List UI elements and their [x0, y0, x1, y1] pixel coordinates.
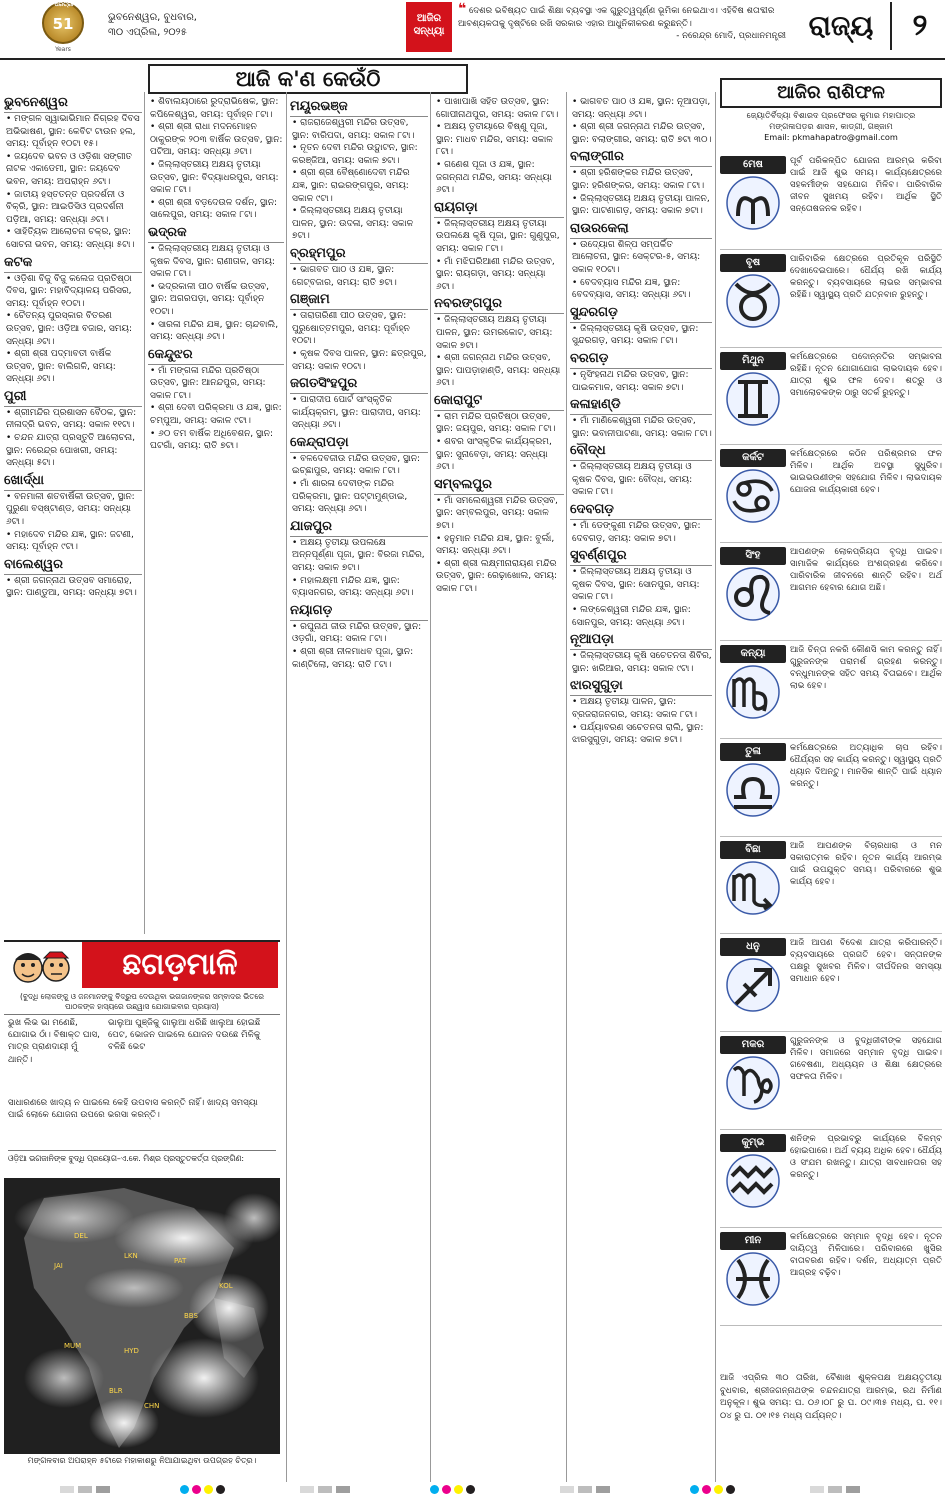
cartoon-caption: ସାଧାରଣରେ ଖାଦ୍ୟ ନ ପାଇଲେ କେହି ଉପବାସ କରନ୍ତି ନାହିଁ। ଖାଦ୍ୟ ସମସ୍ୟା ପାଇଁ ଲୋକେ ଯୋଜନା ଉପରେ ଭରସା କରନ୍ତି।: [8, 1098, 258, 1121]
horoscope-author: [720, 110, 942, 143]
column-divider: [286, 92, 287, 1482]
city-heading: ସୁନ୍ଦରଗଡ଼: [570, 304, 712, 323]
satellite-city-label: BBS: [184, 1312, 198, 1320]
anniversary-number: 51: [52, 15, 74, 33]
event-item: • ଭାଗବତ ପାଠ ଓ ଯଜ୍ଞ, ସ୍ଥାନ: ଗେଟ୍ବଜାର, ସମୟ: ରାତି ୭ଟା।: [290, 264, 428, 289]
event-item: • ମାଁ ଡେଙ୍କୁଣୀ ମନ୍ଦିର ଉତ୍ସବ, ସ୍ଥାନ: ଦେବଗଡ଼, ସମୟ: ସକାଳ ୭ଟା।: [570, 520, 712, 545]
event-item: • ନୃସିଂହନାଥ ମନ୍ଦିର ଉତ୍ସବ, ସ୍ଥାନ: ପାଇକମାଳ, ସମୟ: ସକାଳ ୭ଟା।: [570, 369, 712, 394]
event-item: • ବନମାଳୀ ଶତବାର୍ଷିକୀ ଉତ୍ସବ, ସ୍ଥାନ: ପୁରୁଣା ବସ୍ଷ୍ଟାଣ୍ଡ, ସମୟ: ସନ୍ଧ୍ୟା ୬ଟା।: [4, 491, 142, 529]
event-item: • ଚନ୍ଦନ ଯାତ୍ରା ପ୍ରସ୍ତୁତି ଆଲୋଚନା, ସ୍ଥାନ: ନରେନ୍ଦ୍ର ପୋଖରୀ, ସମୟ: ସନ୍ଧ୍ୟା ୫ଟା।: [4, 432, 142, 470]
event-item: • ଭଦ୍ରକାଳୀ ପୀଠ ବାର୍ଷିକ ଉତ୍ସବ, ସ୍ଥାନ: ଅଗରପଡ଼ା, ସମୟ: ପୂର୍ବାହ୍ନ ୧୦ଟା।: [148, 281, 284, 319]
sign-forecast: ଆପଣଙ୍କ ଲୋକପ୍ରିୟତା ବୃଦ୍ଧି ପାଇବ। ସାମାଜିକ କାର୍ଯ୍ୟରେ ଅଂଶଗ୍ରହଣ କରିବେ। ପାରିବାରିକ ଜୀବନରେ ଶାନ୍ତି ରହିବ। ଅର୍ଥ ଆଗମନ ହେବାର ଯୋଗ ଅଛି।: [790, 547, 942, 594]
event-item: • ଶ୍ରୀ ଜଗନ୍ନାଥ ମନ୍ଦିର ଉତ୍ସବ, ସ୍ଥାନ: ପାପଡ଼ାହାଣ୍ଡି, ସମୟ: ସନ୍ଧ୍ୟା ୬ଟା।: [434, 352, 564, 390]
city-heading: ସୁବର୍ଣ୍ଣପୁର: [570, 547, 712, 566]
registration-dot: [466, 1485, 475, 1494]
event-item: • ଶ୍ରୀମନ୍ଦିର ପ୍ରଶାସନ ବୈଠକ, ସ୍ଥାନ: ନୀଳାଦ୍ରି ଭବନ, ସମୟ: ସକାଳ ୧୧ଟା।: [4, 407, 142, 432]
city-heading: ଦେବଗଡ଼: [570, 501, 712, 520]
column-divider: [144, 92, 145, 934]
satellite-city-label: HYD: [124, 1347, 139, 1355]
satellite-city-label: BLR: [109, 1387, 123, 1395]
event-item: • ମହାଲକ୍ଷ୍ମୀ ମନ୍ଦିର ଯଜ୍ଞ, ସ୍ଥାନ: ବ୍ୟାସନଗର, ସମୟ: ସନ୍ଧ୍ୟା ୬ଟା।: [290, 575, 428, 600]
sign-name: କର୍କଟ: [720, 449, 786, 467]
virgo-icon: [726, 665, 780, 719]
city-heading: ବରଗଡ଼: [570, 350, 712, 369]
event-item: • ବେଦବ୍ୟାସ ମନ୍ଦିର ଯଜ୍ଞ, ସ୍ଥାନ: ବେଦବ୍ୟାସ, ସମୟ: ସନ୍ଧ୍ୟା ୬ଟା।: [570, 277, 712, 302]
event-item: • ସାହିତ୍ୟିକ ଆଲୋଚନା ଚକ୍ର, ସ୍ଥାନ: ସୋଚନା ଭବନ, ସମୟ: ସନ୍ଧ୍ୟା ୫ଟା।: [4, 226, 142, 251]
satellite-city-label: PAT: [174, 1257, 187, 1265]
quote-author: - ନରେନ୍ଦ୍ର ମୋଦି, ପ୍ରଧାନମନ୍ତ୍ରୀ: [676, 31, 786, 41]
event-item: • ନୂତନ ଦେବୀ ମନ୍ଦିର ଉଦ୍ଘାଟନ, ସ୍ଥାନ: କରଞ୍ଜିଆ, ସମୟ: ସକାଳ ୭ଟା।: [290, 142, 428, 167]
city-heading: ଭଦ୍ରକ: [148, 224, 284, 243]
satellite-city-label: DEL: [74, 1232, 88, 1240]
city-heading: କେନ୍ଦୁଝର: [148, 346, 284, 365]
city-heading: ବାଲେଶ୍ୱର: [4, 556, 142, 575]
sign-forecast: କର୍ମକ୍ଷେତ୍ରରେ ପଦୋନ୍ନତିର ସମ୍ଭାବନା ରହିଛି। ନୂତନ ଯୋଗାଯୋଗ ଲାଭଦାୟକ ହେବ। ଯାତ୍ରା ଶୁଭ ଫଳ ଦେବ। ଶତ୍ରୁ ଓ ସମାଲୋଚକଙ୍କ ଠାରୁ ସତର୍କ ରୁହନ୍ତୁ।: [790, 351, 942, 398]
satellite-map-graphic: [4, 1178, 280, 1454]
anniversary-logo: [34, 2, 92, 56]
event-item: • ଜିଲ୍ଲାସ୍ତରୀୟ ଅକ୍ଷୟ ତୃତୀୟା ଓ କୃଷକ ଦିବସ, ସ୍ଥାନ: ସୋନପୁର, ସମୟ: ସକାଳ ୮ଟା।: [570, 566, 712, 604]
sign-name: ଧନୁ: [720, 938, 786, 956]
event-item: • ବଳଦେବଜୀଉ ମନ୍ଦିର ଉତ୍ସବ, ସ୍ଥାନ: ଇଚ୍ଛାପୁର, ସମୟ: ସକାଳ ୮ଟା।: [290, 453, 428, 478]
sign-forecast: କର୍ମକ୍ଷେତ୍ରରେ ସମ୍ମାନ ବୃଦ୍ଧି ହେବ। ନୂତନ ଦାୟିତ୍ୱ ମିଳିପାରେ। ପରିବାରରେ ଖୁସିର ବାତାବରଣ ରହିବ। ଦର୍ଶନ, ଅଧ୍ୟାତ୍ମ ପ୍ରତି ଆଗ୍ରହ ବଢ଼ିବ।: [790, 1231, 942, 1278]
city-heading: କୋରାପୁଟ: [434, 392, 564, 411]
horoscope-footer: ଆଜି ଏପ୍ରିଲ ୩୦ ତାରିଖ, ବୈଶାଖ ଶୁକ୍ଳପକ୍ଷ ଅକ୍ଷୟତୃତୀୟା ବୁଧବାର, ଶ୍ରୀଜଗନ୍ନାଥଙ୍କ ଚନ୍ଦନଯାତ୍ରା ଆରମ୍ଭ, ରଥ ନିର୍ମାଣ ଅନୁକୂଳ। ଶୁଭ ସମୟ: ଘ. ୦୬।୦୮ ରୁ ଘ. ୦୯।୩୫ ମଧ୍ୟ, ଘ. ୧୧।୦୪ ରୁ ଘ. ୦୧।୧୫ ମଧ୍ୟ ପର୍ଯ୍ୟନ୍ତ।: [720, 1373, 942, 1421]
libra-icon: [726, 763, 780, 817]
page-number: ୨: [912, 8, 928, 43]
gray-swatch: [560, 1486, 574, 1493]
pisces-icon: [726, 1252, 780, 1306]
event-item: • ମାଁ ମଝିଘରିଆଣୀ ମନ୍ଦିର ଉତ୍ସବ, ସ୍ଥାନ: ରାୟଗଡ଼ା, ସମୟ: ସନ୍ଧ୍ୟା ୬ଟା।: [434, 256, 564, 294]
events-column-5: [570, 96, 712, 1481]
sign-name: ତୁଳା: [720, 743, 786, 761]
sign-forecast: ଆଜି ଚିନ୍ତା ନକରି କୌଣସି କାମ କରନ୍ତୁ ନାହିଁ। ଗୁରୁଜନଙ୍କ ପରାମର୍ଶ ଗ୍ରହଣ କରନ୍ତୁ। ବନ୍ଧୁମାନଙ୍କ ସହିତ ସମୟ ବିତାଇବେ। ଆର୍ଥିକ ଲାଭ ହେବ।: [790, 644, 942, 691]
print-color-bar: [0, 1482, 945, 1496]
event-item: • ଜୟଦେବ ଭବନ ଓ ଓଡ଼ିଶା ସଙ୍ଗୀତ ନାଟକ ଏକାଡେମୀ, ସ୍ଥାନ: ଜୟଦେବ ଭବନ, ସମୟ: ଅପରାହ୍ନ ୬ଟା।: [4, 151, 142, 189]
city-heading: ନବରଙ୍ଗପୁର: [434, 295, 564, 314]
sign-forecast: ଆଜି ଆପଣଙ୍କ ବିଚାରଧାରା ଓ ମନ ସକାରାତ୍ମକ ରହିବ। ନୂତନ କାର୍ଯ୍ୟ ଆରମ୍ଭ ପାଇଁ ଉପଯୁକ୍ତ ସମୟ। ପରିବାରରେ ଶୁଭ କାର୍ଯ୍ୟ ହେବ।: [790, 840, 942, 887]
city-heading: ଝାରସୁଗୁଡ଼ା: [570, 677, 712, 696]
events-banner: ଆଜି କ'ଣ କେଉଁଠି: [148, 64, 468, 94]
event-item: • ଜିଲ୍ଲାସ୍ତରୀୟ ଅକ୍ଷୟ ତୃତୀୟା ପାଳନ, ସ୍ଥାନ: ଉଦଳା, ସମୟ: ସକାଳ ୭ଟା।: [290, 205, 428, 243]
horoscope-sign: [720, 641, 942, 739]
registration-dot: [690, 1485, 699, 1494]
dateline: [108, 10, 197, 40]
anniversary-word: ଧରିତ୍ରୀ: [54, 1, 74, 8]
sign-forecast: କର୍ମକ୍ଷେତ୍ରରେ ଅତ୍ୟାଧିକ ଚାପ ରହିବ। ଧୈର୍ଯ୍ୟର ସହ କାର୍ଯ୍ୟ କରନ୍ତୁ। ସ୍ୱାସ୍ଥ୍ୟ ପ୍ରତି ଧ୍ୟାନ ଦିଅନ୍ତୁ। ମାନସିକ ଶାନ୍ତି ପାଇଁ ଧ୍ୟାନ କରନ୍ତୁ।: [790, 742, 942, 789]
cartoon-characters-icon: [10, 946, 74, 988]
gray-swatch: [810, 1486, 824, 1493]
sign-forecast: ଆଜି ଆପଣ ବିଦେଶ ଯାତ୍ରା କରିପାରନ୍ତି। ବ୍ୟବସାୟରେ ପ୍ରଗତି ହେବ। ସନ୍ତାନଙ୍କ ପକ୍ଷରୁ ସୁଖବର ମିଳିବ। ଦୀର୍ଘଦିନର ସମସ୍ୟା ସମାଧାନ ହେବ।: [790, 938, 942, 985]
registration-dot: [180, 1485, 189, 1494]
event-item: • ଶବର ସାଂସ୍କୃତିକ କାର୍ଯ୍ୟକ୍ରମ, ସ୍ଥାନ: ସୁନାବେଡ଼ା, ସମୟ: ସନ୍ଧ୍ୟା ୬ଟା।: [434, 436, 564, 474]
sign-name: କୁମ୍ଭ: [720, 1134, 786, 1152]
event-item: • ଜିଲ୍ଲାସ୍ତରୀୟ କୃଷି ଉତ୍ସବ, ସ୍ଥାନ: ସୁନ୍ଦରଗଡ଼, ସମୟ: ସକାଳ ୮ଟା।: [570, 323, 712, 348]
city-heading: କେନ୍ଦ୍ରାପଡ଼ା: [290, 434, 428, 453]
event-item: • ଅକ୍ଷୟ ତୃତୀୟା ପାଳନ, ସ୍ଥାନ: ବ୍ରଜରାଜନଗର, ସମୟ: ସକାଳ ୮ଟା।: [570, 696, 712, 721]
event-item: • ତାରାତାରିଣୀ ପୀଠ ଉତ୍ସବ, ସ୍ଥାନ: ପୁରୁଷୋତ୍ତମପୁର, ସମୟ: ପୂର୍ବାହ୍ନ ୧୦ଟା।: [290, 310, 428, 348]
satellite-city-label: LKN: [124, 1252, 138, 1260]
horoscope-sign: [720, 543, 942, 641]
brand-line-1: ଆଜିର: [416, 13, 442, 24]
city-heading: ବୌଦ୍ଧ: [570, 442, 712, 461]
registration-dot: [702, 1485, 711, 1494]
event-item: • ଶ୍ରୀ ଶ୍ରୀ ରାଧା ମଦନମୋହନ ଠାକୁରଙ୍କ ୨୦୩ ବାର୍ଷିକ ଉତ୍ସବ, ସ୍ଥାନ: ପଟିଆ, ସମୟ: ସନ୍ଧ୍ୟା ୬ଟା।: [148, 121, 284, 159]
brand-line-2: ସନ୍ଧ୍ୟା: [413, 26, 445, 37]
event-item: • ଶ୍ରୀ ଦେବୀ ପରିକ୍ରମା ଓ ଯଜ୍ଞ, ସ୍ଥାନ: ଚମ୍ପୁଆ, ସମୟ: ସକାଳ ୯ଟା।: [148, 402, 284, 427]
horoscope-sign: [720, 934, 942, 1032]
sign-forecast: କର୍ମକ୍ଷେତ୍ରରେ କଠିନ ପରିଶ୍ରମର ଫଳ ମିଳିବ। ଆର୍ଥିକ ଅବସ୍ଥା ସୁଧୁରିବ। ଭାଇଭଉଣୀଙ୍କ ସହଯୋଗ ମିଳିବ। ଲାଭଦାୟକ ଯୋଜନା କାର୍ଯ୍ୟକାରୀ ହେବ।: [790, 449, 942, 496]
city-heading: ଭୁବନେଶ୍ୱର: [4, 94, 142, 113]
satellite-city-label: CHN: [144, 1402, 160, 1410]
sign-name: ମିଥୁନ: [720, 352, 786, 370]
sign-forecast: ପୂର୍ବ ପରିକଳ୍ପିତ ଯୋଜନା ଆରମ୍ଭ କରିବା ପାଇଁ ଆଜି ଶୁଭ ସମୟ। କାର୍ଯ୍ୟକ୍ଷେତ୍ରରେ ସହକର୍ମୀଙ୍କ ସହଯୋଗ ମିଳିବ। ପାରିବାରିକ ଜୀବନ ସୁଖମୟ ରହିବ। ଆର୍ଥିକ ସ୍ଥିତି ସନ୍ତୋଷଜନକ ରହିବ।: [790, 156, 942, 214]
city-heading: ସମ୍ବଲପୁର: [434, 476, 564, 495]
sign-forecast: ଶନିଙ୍କ ପ୍ରଭାବରୁ କାର୍ଯ୍ୟରେ ବିଳମ୍ବ ହୋଇପାରେ। ଅର୍ଥ ବ୍ୟୟ ଅଧିକ ହେବ। ଧୈର୍ଯ୍ୟ ଓ ସଂଯମ ରଖନ୍ତୁ। ଯାତ୍ରା ସାବଧାନତାର ସହ କରନ୍ତୁ।: [790, 1133, 942, 1180]
event-item: • ୬୦ ତମ ବାର୍ଷିକ ଅଧିବେଶନ, ସ୍ଥାନ: ଘଟଗାଁ, ସମୟ: ରାତି ୭ଟା।: [148, 428, 284, 453]
city-heading: ରାଉରକେଲା: [570, 220, 712, 239]
city-heading: ଗଞ୍ଜାମ: [290, 291, 428, 310]
event-item: • ରାମ ମନ୍ଦିର ପ୍ରତିଷ୍ଠା ଉତ୍ସବ, ସ୍ଥାନ: ଜୟପୁର, ସମୟ: ସକାଳ ୮ଟା।: [434, 411, 564, 436]
event-item: • ମାଁ ଶାରଳା ଦେବୀଙ୍କ ମନ୍ଦିର ପରିକ୍ରମା, ସ୍ଥାନ: ପଟ୍ଟାମୁଣ୍ଡାଇ, ସମୟ: ସନ୍ଧ୍ୟା ୬ଟା।: [290, 478, 428, 516]
event-item: • ଜିଲ୍ଲାସ୍ତରୀୟ କୃଷି ସଚେତନତା ଶିବିର, ସ୍ଥାନ: ଖରିଆର, ସମୟ: ସକାଳ ୯ଟା।: [570, 650, 712, 675]
gray-swatch: [78, 1486, 92, 1493]
gray-swatch: [60, 1486, 74, 1493]
event-item: • ଉଦ୍ୟୋଗ ଶିଳ୍ପ ସମ୍ପର୍କିତ ଆଲୋଚନା, ସ୍ଥାନ: ସେକ୍ଟର-୫, ସମୟ: ସକାଳ ୧୦ଟା।: [570, 239, 712, 277]
column-divider: [715, 92, 716, 1482]
event-item: • ଅକ୍ଷୟ ତୃତୀୟା ଉପଲକ୍ଷେ ଅନ୍ନପୂର୍ଣ୍ଣା ପୂଜା, ସ୍ଥାନ: ବିରଜା ମନ୍ଦିର, ସମୟ: ସକାଳ ୭ଟା।: [290, 537, 428, 575]
satellite-city-label: JAI: [54, 1262, 63, 1270]
satellite-city-label: MUM: [64, 1342, 82, 1350]
gemini-icon: [726, 372, 780, 426]
event-item: • ଜିଲ୍ଲାସ୍ତରୀୟ ଅକ୍ଷୟ ତୃତୀୟା ଉତ୍ସବ, ସ୍ଥାନ: ବିଦ୍ୟାଧରପୁର, ସମୟ: ସକାଳ ୮ଟା।: [148, 159, 284, 197]
quote-box: [458, 3, 786, 43]
gray-swatch: [828, 1486, 842, 1493]
event-item: • ଲଙ୍କେଶ୍ୱରୀ ମନ୍ଦିର ଯଜ୍ଞ, ସ୍ଥାନ: ସୋନପୁର, ସମୟ: ସନ୍ଧ୍ୟା ୬ଟା।: [570, 604, 712, 629]
aquarius-icon: [726, 1154, 780, 1208]
event-item: • ମାଁ ମଙ୍ଗଳା ମନ୍ଦିର ପ୍ରତିଷ୍ଠା ଉତ୍ସବ, ସ୍ଥାନ: ଆନନ୍ଦପୁର, ସମୟ: ସକାଳ ୮ଟା।: [148, 365, 284, 403]
horoscope-sign: [720, 445, 942, 543]
event-item: • ଶିବାଲୟଠାରେ ରୁଦ୍ରାଭିଷେକ, ସ୍ଥାନ: କପିଳେଶ୍ୱର, ସମୟ: ପୂର୍ବାହ୍ନ ୮ଟା।: [148, 96, 284, 121]
gray-swatch: [96, 1486, 110, 1493]
cartoon-header: [4, 942, 280, 990]
cancer-icon: [726, 469, 780, 523]
event-item: • ଚୈତନ୍ୟ ପୁରସ୍କାର ବିତରଣ ଉତ୍ସବ, ସ୍ଥାନ: ଓଡ଼ିଆ ବଜାର, ସମୟ: ସନ୍ଧ୍ୟା ୬ଟା।: [4, 310, 142, 348]
event-item: • ଜିଲ୍ଲାସ୍ତରୀୟ ଅକ୍ଷୟ ତୃତୀୟା ଉପଲକ୍ଷେ କୃଷି ପୂଜା, ସ୍ଥାନ: ଗୁଣୁପୁର, ସମୟ: ସକାଳ ୮ଟା।: [434, 218, 564, 256]
aries-icon: [726, 176, 780, 230]
gray-swatch: [578, 1486, 592, 1493]
event-item: • ମଙ୍ଗଳ ସ୍ୱାଭାଭିମାନ ନିଗ୍ରହ ଦିବସ ଅଭିଭାଷଣ, ସ୍ଥାନ: କେବିଟ ଟାଉନ ହଲ, ସମୟ: ପୂର୍ବାହ୍ନ ୧୦ଟା ୧୫।: [4, 113, 142, 151]
event-item: • ଶ୍ରୀ ଶ୍ରୀ ବଡ଼ଦେଉଳ ଦର୍ଶନ, ସ୍ଥାନ: ସାଲେପୁର, ସମୟ: ସକାଳ ୮ଟା।: [148, 197, 284, 222]
horoscope-sign: [720, 837, 942, 935]
registration-dot: [454, 1485, 463, 1494]
event-item: • ମହାଦେବ ମନ୍ଦିର ଯଜ୍ଞ, ସ୍ଥାନ: ଜଟଣୀ, ସମୟ: ପୂର୍ବାହ୍ନ ୯ଟା।: [4, 529, 142, 554]
section-title: ରାଜ୍ୟ: [792, 2, 892, 50]
city-heading: ଖୋର୍ଦ୍ଧା: [4, 472, 142, 491]
capricorn-icon: [726, 1056, 780, 1110]
quote-text: ଦେଶର ଭବିଷ୍ୟତ ପାଇଁ ଶିକ୍ଷା ବ୍ୟବସ୍ଥା ଏକ ଗୁରୁତ୍ୱପୂର୍ଣ୍ଣ ଭୂମିକା ନେଇଥାଏ। ଏହିବିଷ ଶତାବ୍ଦୀର ଆବଶ୍ୟକତାକୁ ଦୃଷ୍ଟିରେ ରଖି ସରକାର ଏହାର ଆଧୁନିକୀକରଣ କରୁଛନ୍ତି।: [458, 6, 775, 29]
event-item: • ଶ୍ରୀ ହରିଶଙ୍କର ମନ୍ଦିର ଉତ୍ସବ, ସ୍ଥାନ: ହରିଶଙ୍କର, ସମୟ: ସକାଳ ୮ଟା।: [570, 167, 712, 192]
dateline-date: ୩୦ ଏପ୍ରିଲ, ୨୦୨୫: [108, 27, 187, 38]
event-item: • ଶ୍ରୀ ଜଗନ୍ନାଥ ଉତ୍ସବ ସମାରୋହ, ସ୍ଥାନ: ପାଣ୍ଡୁଆ, ସମୟ: ସନ୍ଧ୍ୟା ୭ଟା।: [4, 575, 142, 600]
anniversary-years: Years: [55, 46, 71, 53]
horoscope-list: [720, 152, 942, 1326]
masthead: [0, 0, 945, 60]
horoscope-sign: [720, 250, 942, 348]
registration-dot: [714, 1485, 723, 1494]
event-item: • ମାଁ ସମଲେଶ୍ୱରୀ ମନ୍ଦିର ଉତ୍ସବ, ସ୍ଥାନ: ସମ୍ବଲପୁର, ସମୟ: ସକାଳ ୭ଟା।: [434, 495, 564, 533]
scorpio-icon: [726, 861, 780, 915]
cartoon-panel: [4, 940, 280, 1163]
horoscope-author-address: ମଙ୍ଗଳାପଡ଼ର ଶାସନ, କାଡ୍ଗୀ, ଗଞ୍ଜାମ: [769, 121, 893, 131]
event-item: • ଜିଲ୍ଲାସ୍ତରୀୟ ଅକ୍ଷୟ ତୃତୀୟା ଓ କୃଷକ ଦିବସ, ସ୍ଥାନ: ବୌଦ୍ଧ, ସମୟ: ସକାଳ ୮ଟା।: [570, 461, 712, 499]
events-column-4: [434, 96, 564, 1481]
city-heading: ନୟାଗଡ଼: [290, 602, 428, 621]
city-heading: ପୁରୀ: [4, 388, 142, 407]
event-item: • ପର୍ଯ୍ୟାବରଣ ସଚେତନତା ରାଲି, ସ୍ଥାନ: ଝାରସୁଗୁଡ଼ା, ସମୟ: ସକାଳ ୭ଟା।: [570, 722, 712, 747]
event-item: • ପାଖାପାଖି ସହିତ ଉତ୍ସବ, ସ୍ଥାନ: ଗୋପୀନାଥପୁର, ସମୟ: ସକାଳ ୮ଟା।: [434, 96, 564, 121]
city-heading: ମୟୂରଭଞ୍ଜ: [290, 98, 428, 117]
horoscope-sign: [720, 1130, 942, 1228]
event-item: • ରଘୁନାଥ ଜୀଉ ମନ୍ଦିର ଉତ୍ସବ, ସ୍ଥାନ: ଓଡ଼ଗାଁ, ସମୟ: ସକାଳ ୮ଟା।: [290, 621, 428, 646]
gray-swatch: [300, 1486, 314, 1493]
horoscope-sign: [720, 1228, 942, 1326]
registration-dot: [430, 1485, 439, 1494]
event-item: • ଶ୍ରୀ ଶ୍ରୀ ପଦ୍ମାବତୀ ବାର୍ଷିକ ଉତ୍ସବ, ସ୍ଥାନ: ବାଲିଗଳି, ସମୟ: ସନ୍ଧ୍ୟା ୬ଟା।: [4, 348, 142, 386]
sagittarius-icon: [726, 958, 780, 1012]
event-item: • ଭାଗବତ ପାଠ ଓ ଯଜ୍ଞ, ସ୍ଥାନ: ନୂଆପଡ଼ା, ସମୟ: ସନ୍ଧ୍ୟା ୬ଟା।: [570, 96, 712, 121]
city-heading: ନୂଆପଡ଼ା: [570, 631, 712, 650]
cartoon-tagline: (ବୁଦ୍ଧି ଲୋକଙ୍କୁ ଓ ଜନମାନଙ୍କୁ ବିଦ୍ରୁପ ଦେଉଥିବା ଭଗଜାନଙ୍କର ସମ୍ବାଦର ଭିତରେ ପାଠକଙ୍କ ହାସ୍ୟରେ ଉଛ୍ୱାସ ଯୋଗାଇବାର ପ୍ରୟାସ): [4, 990, 280, 1015]
sign-forecast: ଗୁରୁଜନଙ୍କ ଓ ବୁଦ୍ଧିଜୀବୀଙ୍କ ସହଯୋଗ ମିଳିବ। ସମାଜରେ ସମ୍ମାନ ବୃଦ୍ଧି ପାଇବ। ଗବେଷଣା, ଅଧ୍ୟୟନ ଓ ଶିକ୍ଷା କ୍ଷେତ୍ରରେ ସଫଳତା ମିଳିବ।: [790, 1036, 942, 1083]
event-item: • ହନୁମାନ ମନ୍ଦିର ଯଜ୍ଞ, ସ୍ଥାନ: ବୁର୍ଲା, ସମୟ: ସନ୍ଧ୍ୟା ୬ଟା।: [434, 533, 564, 558]
event-item: • ଜିଲ୍ଲାସ୍ତରୀୟ ଅକ୍ଷୟ ତୃତୀୟା ପାଳନ, ସ୍ଥାନ: ଉମରକୋଟ, ସମୟ: ସକାଳ ୭ଟା।: [434, 314, 564, 352]
event-item: • ଓଡ଼ିଶା ବିଜୁ ବିଜୁ କଲେଜ ପ୍ରତିଷ୍ଠା ଦିବସ, ସ୍ଥାନ: ମହାବିଦ୍ୟାଳୟ ପରିସର, ସମୟ: ପୂର୍ବାହ୍ନ ୧୦ଟା।: [4, 273, 142, 311]
gray-swatch: [336, 1486, 350, 1493]
event-item: • ଅକ୍ଷୟ ତୃତୀୟାରେ ବିଷ୍ଣୁ ପୂଜା, ସ୍ଥାନ: ମାଧବ ମନ୍ଦିର, ସମୟ: ସକାଳ ୮ଟା।: [434, 121, 564, 159]
event-item: • ସାରଳା ମନ୍ଦିର ଯଜ୍ଞ, ସ୍ଥାନ: ଚାନ୍ଦବାଲି, ସମୟ: ସନ୍ଧ୍ୟା ୬ଟା।: [148, 319, 284, 344]
registration-dot: [192, 1485, 201, 1494]
sign-name: ବିଛା: [720, 841, 786, 859]
sign-name: ମୀନ: [720, 1232, 786, 1250]
horoscope-author-email: Email: pkmahapatro@gmail.com: [764, 132, 898, 142]
horoscope-sign: [720, 152, 942, 250]
event-item: • ଜାତୀୟ ହସ୍ତତନ୍ତ ପ୍ରଦର୍ଶନୀ ଓ ବିକ୍ରି, ସ୍ଥାନ: ଆଇଡିସିଓ ପ୍ରଦର୍ଶନୀ ପଡ଼ିଆ, ସମୟ: ସନ୍ଧ୍ୟା ୬ଟା।: [4, 189, 142, 227]
sign-forecast: ପାରିବାରିକ କ୍ଷେତ୍ରରେ ପ୍ରତିକୂଳ ପରିସ୍ଥିତି ଦେଖାଦେଇପାରେ। ଧୈର୍ଯ୍ୟ ରଖି କାର୍ଯ୍ୟ କରନ୍ତୁ। ବ୍ୟବସାୟରେ ଲାଭର ସମ୍ଭାବନା ରହିଛି। ସ୍ୱାସ୍ଥ୍ୟ ପ୍ରତି ଯତ୍ନବାନ ରୁହନ୍ତୁ।: [790, 253, 942, 300]
sign-name: ମେଷ: [720, 156, 786, 174]
registration-dot: [216, 1485, 225, 1494]
column-divider: [566, 92, 567, 1482]
city-heading: ରାୟଗଡ଼ା: [434, 199, 564, 218]
sign-name: କନ୍ୟା: [720, 645, 786, 663]
satellite-city-label: KOL: [219, 1282, 233, 1290]
horoscope-sign: [720, 739, 942, 837]
event-item: • ଶ୍ରୀ ଶ୍ରୀ ଲକ୍ଷ୍ମୀନାରାୟଣ ମନ୍ଦିର ଉତ୍ସବ, ସ୍ଥାନ: ରେଢ଼ାଖୋଲ, ସମୟ: ସକାଳ ୮ଟା।: [434, 558, 564, 596]
gray-swatch: [596, 1486, 610, 1493]
quote-mark-icon: ❝: [458, 1, 467, 17]
cartoon-title: ଛଗଡ଼ମାଳି: [82, 942, 278, 988]
satellite-caption: ମଙ୍ଗଳବାର ଅପରାହ୍ନ ୫ଟାରେ ମହାକାଶରୁ ନିଆଯାଇଥିବା ଉପଗ୍ରହ ଚିତ୍ର।: [27, 1456, 257, 1465]
sign-name: ସିଂହ: [720, 547, 786, 565]
sign-name: ବୃଷ: [720, 254, 786, 272]
event-item: • ମାଁ ମାଣିକେଶ୍ୱରୀ ମନ୍ଦିର ଉତ୍ସବ, ସ୍ଥାନ: ଭବାନୀପାଟଣା, ସମୟ: ସକାଳ ୮ଟା।: [570, 415, 712, 440]
sign-name: ମକର: [720, 1036, 786, 1054]
horoscope-author-name: ଜ୍ୟୋତିର୍ବିଦ୍ୟା ବିଶାରଦ ପ୍ରଫେସର କୁମାର ମହାପାତ୍ର: [746, 110, 916, 120]
event-item: • ରାଜରାଜେଶ୍ୱରୀ ମନ୍ଦିର ଉତ୍ସବ, ସ୍ଥାନ: ବାରିପଦା, ସମୟ: ସକାଳ ୮ଟା।: [290, 117, 428, 142]
city-heading: ବଲାଙ୍ଗୀର: [570, 148, 712, 167]
registration-dot: [726, 1485, 735, 1494]
brand-logo: [406, 2, 452, 52]
horoscope-sign: [720, 348, 942, 446]
horoscope-sign: [720, 1032, 942, 1130]
gray-swatch: [318, 1486, 332, 1493]
horoscope-header: ଆଜିର ରାଶିଫଳ: [720, 78, 942, 108]
event-item: • ଶ୍ରୀ ଶ୍ରୀ ବୈଷ୍ଣୋଦେବୀ ମନ୍ଦିର ଯଜ୍ଞ, ସ୍ଥାନ: ରାଇରଙ୍ଗପୁର, ସମୟ: ସକାଳ ୯ଟା।: [290, 167, 428, 205]
registration-dot: [442, 1485, 451, 1494]
column-divider: [430, 92, 431, 1482]
event-item: • ଜିଲ୍ଲାସ୍ତରୀୟ ଅକ୍ଷୟ ତୃତୀୟା ପାଳନ, ସ୍ଥାନ: ପାଟଣାଗଡ଼, ସମୟ: ସକାଳ ୭ଟା।: [570, 193, 712, 218]
cartoon-credit: ଓଡ଼ିଆ ଭଗଜାନିଙ୍କ ବୁଦ୍ଧି ପ୍ରୟୋଗ–ଏ.କେ. ମିଶ୍ର ପ୍ରସ୍ତୁତକର୍ତ୍ତା ପ୍ରଙ୍ଗିଣ:: [8, 1150, 276, 1165]
event-item: • ପାରାଦୀପ ପୋର୍ଟ ସାଂସ୍କୃତିକ କାର୍ଯ୍ୟକ୍ରମ, ସ୍ଥାନ: ପାରାଦୀପ, ସମୟ: ସନ୍ଧ୍ୟା ୬ଟା।: [290, 394, 428, 432]
event-item: • ଶ୍ରୀ ଶ୍ରୀ ନୀଳମାଧବ ପୂଜା, ସ୍ଥାନ: କାଣ୍ଟିଲୋ, ସମୟ: ରାତି ୮ଟା।: [290, 646, 428, 671]
satellite-image: [4, 1178, 280, 1454]
gray-swatch: [846, 1486, 860, 1493]
event-item: • ଶ୍ରୀ ଶ୍ରୀ ଜଗନ୍ନାଥ ମନ୍ଦିର ଉତ୍ସବ, ସ୍ଥାନ: ବଲାଙ୍ଗୀର, ସମୟ: ରାତି ୭ଟା ୩୦।: [570, 121, 712, 146]
event-item: • ଜିଲ୍ଲାସ୍ତରୀୟ ଅକ୍ଷୟ ତୃତୀୟା ଓ କୃଷକ ଦିବସ, ସ୍ଥାନ: ରାଣୀତାଳ, ସମୟ: ସକାଳ ୮ଟା।: [148, 243, 284, 281]
cartoon-right-verse: ଭାଲୁଆ ପୁଞ୍ଜିକୁ ଗାଲୁଆ ଧରିଛି ଖାଲୁଆ ହୋଇଛି ପେଟ, ଭୋଜନ ପାଇଲେ ଯୋଜନ ଦଉଛେ ମିଳିକୁ ବଳିଛି ଭେଟ: [108, 1018, 261, 1053]
dateline-city-day: ଭୁବନେଶ୍ୱର, ବୁଧବାର,: [108, 12, 197, 23]
city-heading: ବ୍ରହ୍ମପୁର: [290, 245, 428, 264]
events-column-3: [290, 96, 428, 1481]
registration-dot: [204, 1485, 213, 1494]
city-heading: କଳାହାଣ୍ଡି: [570, 396, 712, 415]
taurus-icon: [726, 274, 780, 328]
cartoon-left-verse: ଭୁଖ ଲିଭ ଭା ମଣେଛି, ଯୋଗାଭ ଠାଁ। ବିଷାକ୍ତ ଘାସ, ମାତ୍ର ପ୍ରାଣଦାୟୀ ମୁଁ ଥାନ୍ତି।: [8, 1018, 100, 1065]
leo-icon: [726, 567, 780, 621]
event-item: • କୃଷକ ଦିବସ ପାଳନ, ସ୍ଥାନ: ଛତ୍ରପୁର, ସମୟ: ସକାଳ ୧୦ଟା।: [290, 348, 428, 373]
event-item: • ଗଣେଶ ପୂଜା ଓ ଯଜ୍ଞ, ସ୍ଥାନ: ଜଗନ୍ନାଥ ମନ୍ଦିର, ସମୟ: ସନ୍ଧ୍ୟା ୬ଟା।: [434, 159, 564, 197]
city-heading: କଟକ: [4, 254, 142, 273]
events-column-1: [4, 92, 142, 934]
city-heading: ଜଗତସିଂହପୁର: [290, 375, 428, 394]
city-heading: ଯାଜପୁର: [290, 518, 428, 537]
